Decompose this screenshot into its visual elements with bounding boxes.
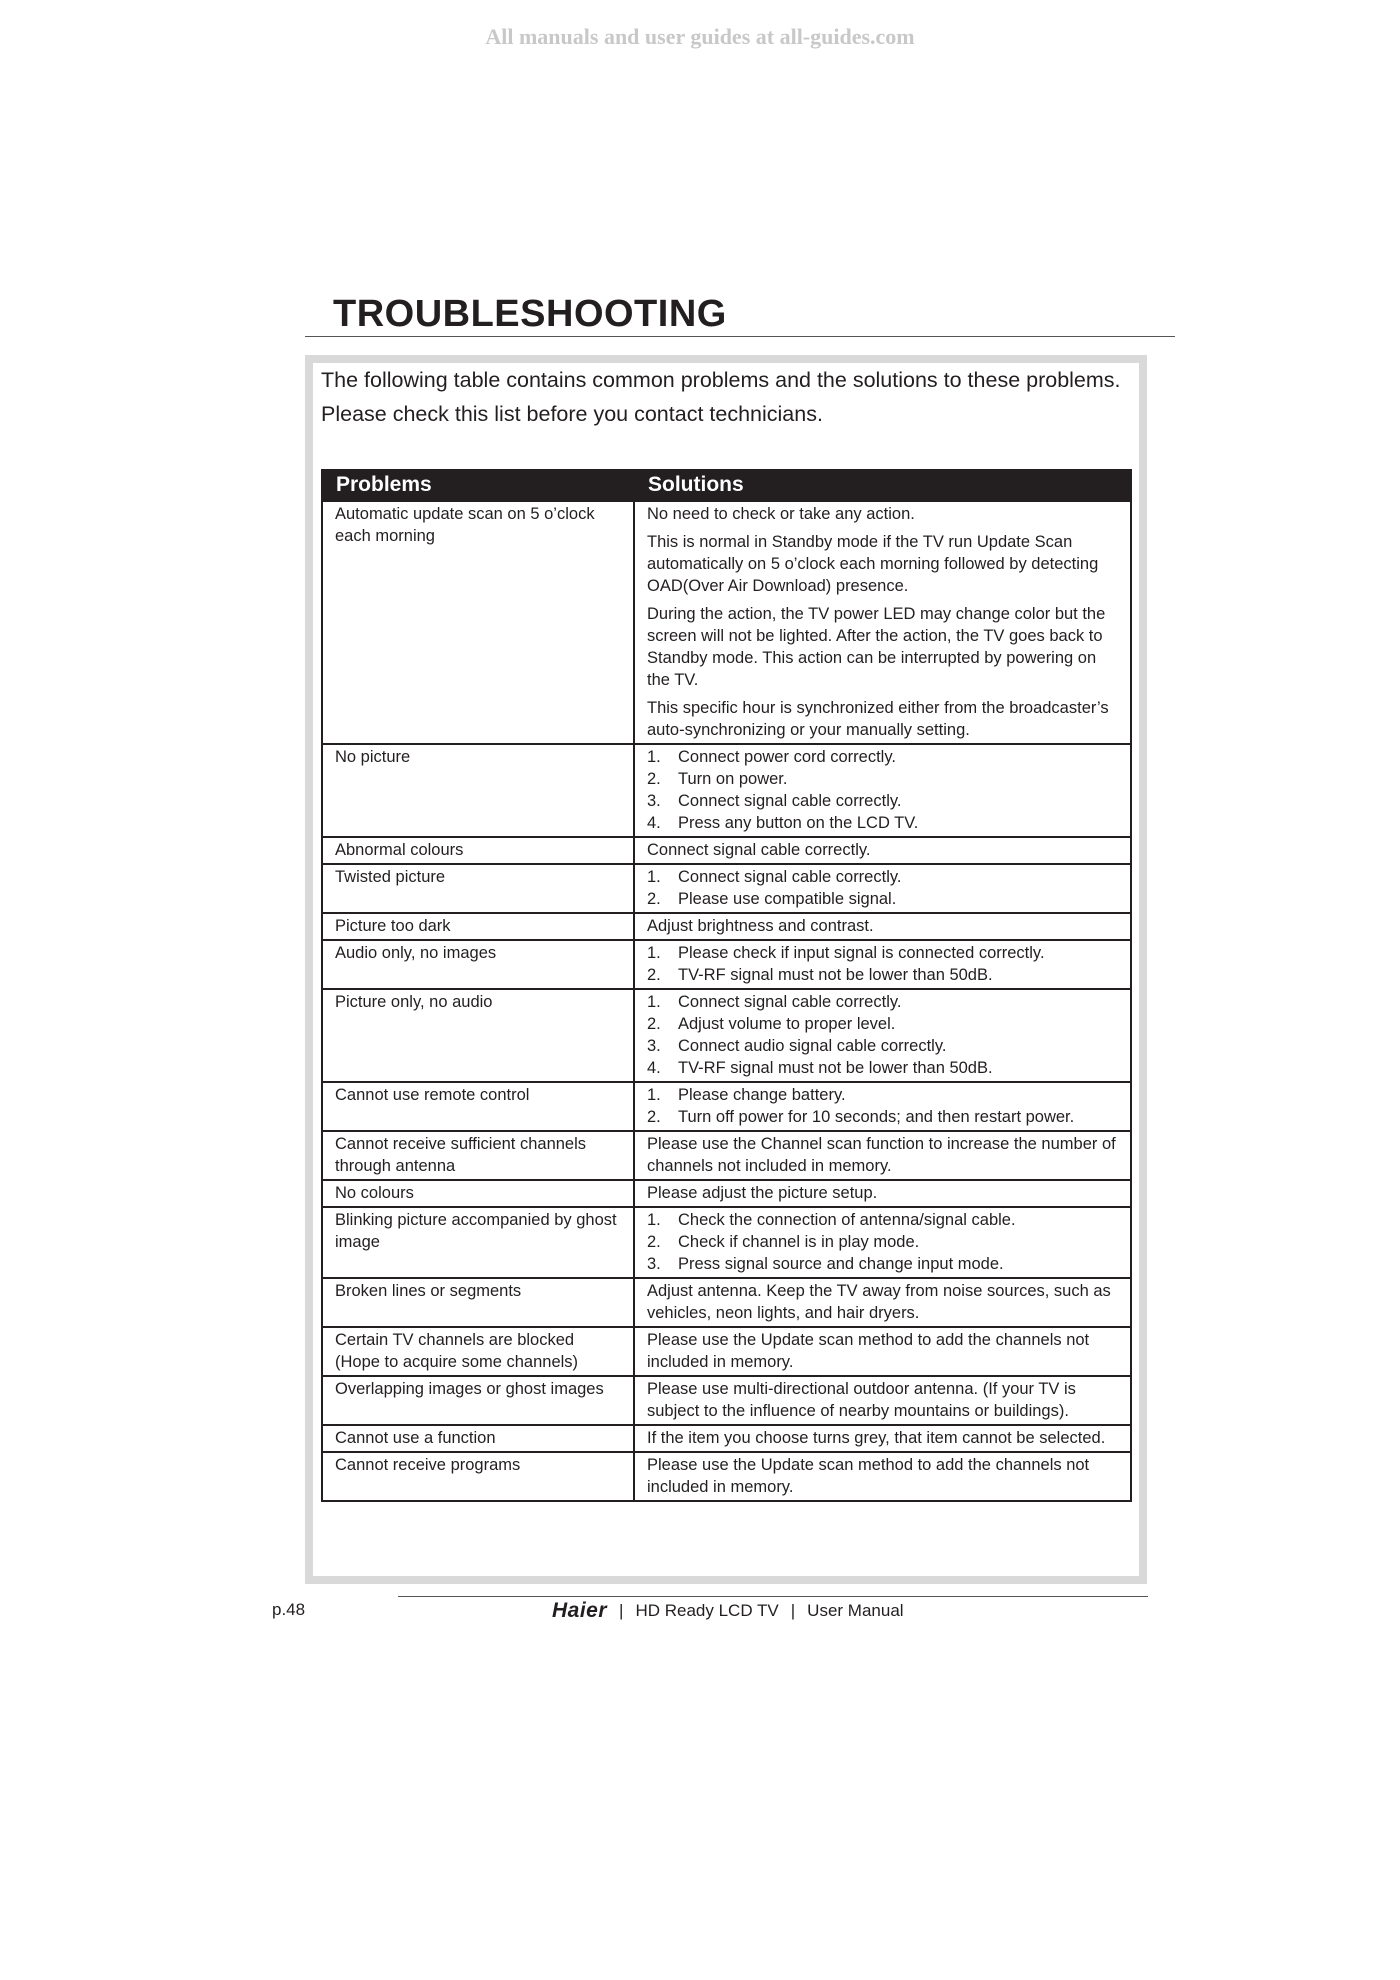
solution-paragraph: No need to check or take any action. bbox=[647, 505, 915, 523]
solution-step bbox=[647, 866, 1120, 888]
header-solutions: Solutions bbox=[634, 469, 1131, 501]
table-row bbox=[322, 1180, 1131, 1207]
step-number: 2. bbox=[647, 770, 661, 788]
step-text: Connect signal cable correctly. bbox=[678, 792, 902, 810]
intro-line-1: The following table contains common problems and the solutions to these problems. bbox=[321, 368, 1121, 392]
table-row bbox=[322, 1131, 1131, 1180]
problem-cell: Cannot use remote control bbox=[322, 1082, 634, 1131]
table-row bbox=[322, 1425, 1131, 1452]
problem-cell: Cannot receive programs bbox=[322, 1452, 634, 1501]
solution-step bbox=[647, 768, 1120, 790]
step-number: 2. bbox=[647, 890, 661, 908]
solution-cell bbox=[634, 1278, 1131, 1327]
solution-cell bbox=[634, 1327, 1131, 1376]
solution-cell bbox=[634, 1452, 1131, 1501]
table-row bbox=[322, 837, 1131, 864]
step-number: 1. bbox=[647, 868, 661, 886]
solution-cell bbox=[634, 1131, 1131, 1180]
solution-paragraph: Adjust antenna. Keep the TV away from noise sources, such as vehicles, neon lights, and hair dryers. bbox=[647, 1282, 1111, 1322]
step-text: TV-RF signal must not be lower than 50dB. bbox=[678, 1059, 993, 1077]
solution-paragraph: Please adjust the picture setup. bbox=[647, 1184, 878, 1202]
solution-step bbox=[647, 942, 1120, 964]
step-text: Press any button on the LCD TV. bbox=[678, 814, 919, 832]
solution-step bbox=[647, 964, 1120, 986]
step-text: Adjust volume to proper level. bbox=[678, 1015, 896, 1033]
step-number: 2. bbox=[647, 1108, 661, 1126]
solution-step bbox=[647, 1084, 1120, 1106]
problem-cell: No picture bbox=[322, 744, 634, 837]
solution-step bbox=[647, 790, 1120, 812]
step-text: Turn off power for 10 seconds; and then restart power. bbox=[678, 1108, 1075, 1126]
step-text: Please check if input signal is connected correctly. bbox=[678, 944, 1045, 962]
footer-separator: | bbox=[619, 1601, 624, 1620]
step-number: 1. bbox=[647, 1211, 661, 1229]
step-number: 1. bbox=[647, 993, 661, 1011]
problem-cell: Blinking picture accompanied by ghost image bbox=[322, 1207, 634, 1278]
solution-cell bbox=[634, 1376, 1131, 1425]
table-header-row bbox=[322, 469, 1131, 501]
solution-cell bbox=[634, 1082, 1131, 1131]
solution-step bbox=[647, 1035, 1120, 1057]
title-divider bbox=[305, 336, 1175, 337]
solution-paragraph: This is normal in Standby mode if the TV run Update Scan automatically on 5 o’clock each morning followed by detecting OAD(Over Air Download) presence. bbox=[647, 533, 1099, 595]
table-row bbox=[322, 501, 1131, 744]
solution-paragraph: Please use the Channel scan function to increase the number of channels not included in memory. bbox=[647, 1135, 1116, 1175]
step-number: 1. bbox=[647, 748, 661, 766]
step-text: Please use compatible signal. bbox=[678, 890, 897, 908]
problem-cell: Certain TV channels are blocked (Hope to acquire some channels) bbox=[322, 1327, 634, 1376]
troubleshooting-table bbox=[321, 469, 1132, 1502]
problem-cell: Picture too dark bbox=[322, 913, 634, 940]
solution-step bbox=[647, 1253, 1120, 1275]
solution-step bbox=[647, 746, 1120, 768]
solution-paragraph: This specific hour is synchronized either from the broadcaster’s auto-synchronizing or your manually setting. bbox=[647, 699, 1109, 739]
step-text: Check the connection of antenna/signal cable. bbox=[678, 1211, 1016, 1229]
solution-step bbox=[647, 812, 1120, 834]
step-number: 4. bbox=[647, 1059, 661, 1077]
step-text: Check if channel is in play mode. bbox=[678, 1233, 920, 1251]
table-row bbox=[322, 1278, 1131, 1327]
problem-cell: Abnormal colours bbox=[322, 837, 634, 864]
problem-cell: Broken lines or segments bbox=[322, 1278, 634, 1327]
step-number: 3. bbox=[647, 792, 661, 810]
footer-doc-type: User Manual bbox=[807, 1601, 904, 1620]
solution-paragraph: Adjust brightness and contrast. bbox=[647, 917, 874, 935]
solution-step bbox=[647, 888, 1120, 910]
solution-paragraph: Please use multi-directional outdoor antenna. (If your TV is subject to the influence of nearby mountains or buildings). bbox=[647, 1380, 1076, 1420]
problem-cell: No colours bbox=[322, 1180, 634, 1207]
step-number: 3. bbox=[647, 1037, 661, 1055]
problem-cell: Cannot use a function bbox=[322, 1425, 634, 1452]
solution-paragraph: Please use the Update scan method to add the channels not included in memory. bbox=[647, 1331, 1090, 1371]
problem-cell: Cannot receive sufficient channels through antenna bbox=[322, 1131, 634, 1180]
problem-cell: Picture only, no audio bbox=[322, 989, 634, 1082]
solution-step bbox=[647, 1231, 1120, 1253]
footer-divider bbox=[398, 1596, 1148, 1597]
solution-step bbox=[647, 1209, 1120, 1231]
table-row bbox=[322, 1327, 1131, 1376]
page-number: p.48 bbox=[272, 1600, 306, 1619]
solution-step bbox=[647, 1057, 1120, 1079]
step-number: 2. bbox=[647, 1015, 661, 1033]
step-text: Connect signal cable correctly. bbox=[678, 868, 902, 886]
solution-cell bbox=[634, 837, 1131, 864]
table-row bbox=[322, 1082, 1131, 1131]
table-row bbox=[322, 1376, 1131, 1425]
intro-text bbox=[321, 366, 1121, 434]
solution-cell bbox=[634, 744, 1131, 837]
header-problems: Problems bbox=[322, 469, 634, 501]
step-text: Connect audio signal cable correctly. bbox=[678, 1037, 947, 1055]
table-row bbox=[322, 744, 1131, 837]
table-body bbox=[322, 501, 1131, 1501]
problem-cell: Audio only, no images bbox=[322, 940, 634, 989]
solution-cell bbox=[634, 989, 1131, 1082]
table-row bbox=[322, 913, 1131, 940]
solution-paragraph: During the action, the TV power LED may change color but the screen will not be lighted. After the action, the TV goes back to Standby mode. This action can be interrupted by powering on the TV. bbox=[647, 605, 1106, 689]
solution-cell bbox=[634, 1180, 1131, 1207]
step-number: 2. bbox=[647, 1233, 661, 1251]
step-text: Turn on power. bbox=[678, 770, 788, 788]
brand-logo: Haier bbox=[552, 1599, 608, 1622]
problem-cell: Twisted picture bbox=[322, 864, 634, 913]
solution-step bbox=[647, 1013, 1120, 1035]
watermark: All manuals and user guides at all-guides.com bbox=[485, 24, 915, 49]
table-row bbox=[322, 940, 1131, 989]
problem-cell: Overlapping images or ghost images bbox=[322, 1376, 634, 1425]
solution-cell bbox=[634, 913, 1131, 940]
solution-cell bbox=[634, 940, 1131, 989]
footer-product: HD Ready LCD TV bbox=[635, 1601, 779, 1620]
solution-paragraph: Connect signal cable correctly. bbox=[647, 841, 871, 859]
solution-paragraph: Please use the Update scan method to add the channels not included in memory. bbox=[647, 1456, 1090, 1496]
table-row bbox=[322, 1452, 1131, 1501]
table-row bbox=[322, 864, 1131, 913]
solution-cell bbox=[634, 501, 1131, 744]
footer-separator: | bbox=[790, 1601, 796, 1620]
footer bbox=[552, 1599, 904, 1623]
step-text: Press signal source and change input mode. bbox=[678, 1255, 1004, 1273]
step-number: 1. bbox=[647, 1086, 661, 1104]
solution-step bbox=[647, 1106, 1120, 1128]
step-text: Connect power cord correctly. bbox=[678, 748, 896, 766]
table-row bbox=[322, 1207, 1131, 1278]
step-number: 1. bbox=[647, 944, 661, 962]
problem-cell: Automatic update scan on 5 o’clock each morning bbox=[322, 501, 634, 744]
solution-cell bbox=[634, 864, 1131, 913]
step-number: 2. bbox=[647, 966, 661, 984]
solution-paragraph: If the item you choose turns grey, that item cannot be selected. bbox=[647, 1429, 1106, 1447]
table-row bbox=[322, 989, 1131, 1082]
intro-line-2: Please check this list before you contact technicians. bbox=[321, 402, 823, 426]
solution-step bbox=[647, 991, 1120, 1013]
step-number: 4. bbox=[647, 814, 661, 832]
step-text: Connect signal cable correctly. bbox=[678, 993, 902, 1011]
page-title: TROUBLESHOOTING bbox=[333, 293, 727, 335]
step-number: 3. bbox=[647, 1255, 661, 1273]
step-text: Please change battery. bbox=[678, 1086, 846, 1104]
solution-cell bbox=[634, 1425, 1131, 1452]
step-text: TV-RF signal must not be lower than 50dB. bbox=[678, 966, 993, 984]
solution-cell bbox=[634, 1207, 1131, 1278]
